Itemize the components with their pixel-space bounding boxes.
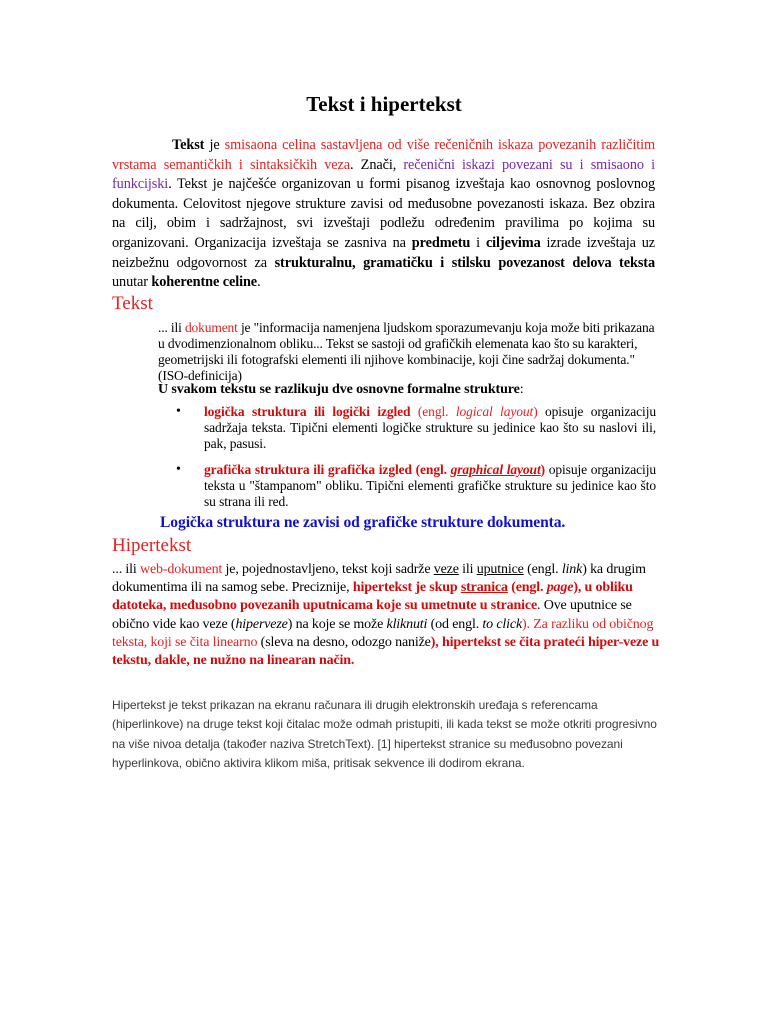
engl-suffix: ): [533, 404, 538, 419]
term-to-click: to click: [482, 616, 523, 632]
term-strukturalnu: strukturalnu, gramatičku i stilsku povezanost delova teksta: [274, 254, 655, 271]
hiper-text: ili: [458, 562, 477, 577]
hiper-red-text: ). Za razliku od običnog teksta, koji se čita linearno: [112, 616, 654, 650]
bullet-marker: •: [176, 404, 181, 419]
term-tekst: Tekst: [172, 137, 205, 153]
hiper-text: ... ili: [112, 562, 140, 577]
term-predmetu: predmetu: [411, 234, 471, 251]
intro-text: . Tekst je najčešće organizovan u formi pisanog izveštaja kao osnovnog poslovnog dokumenta. Celovitost njegove strukture zavisi od međusobne povezanosti iskaza. Bez obzira na cilj, obim i sadržajnost, svi izveštaji podležu određenim pravilima po kojima su organizovani. Organizacija izveštaja se zasniva na: [112, 176, 655, 251]
list-item-desc: opisuje organizaciju teksta u "štampanom" obliku. Tipični elementi grafičke strukture su jedinice kao što su strana ili red.: [204, 462, 656, 509]
definition-highlight-2: rečenični iskazi povezani su i smisaono i funkcijski: [112, 156, 655, 193]
term-link: link: [561, 562, 583, 577]
structures-colon: :: [519, 382, 524, 397]
structures-bold: U svakom tekstu se razlikuju dve osnovne formalne strukture: [158, 382, 520, 397]
term-graficka-struktura: grafička struktura ili grafička izgled (engl.: [204, 462, 451, 477]
term-ciljevima: ciljevima: [485, 234, 541, 251]
term-koherentne-celine: koherentne celine: [151, 274, 258, 291]
term-uputnice: uputnice: [476, 562, 524, 577]
hiper-bold-conclusion: ), hipertekst se čita prateći hiper-veze u tekstu, dakle, ne nužno na linearan način.: [112, 634, 660, 669]
hiper-text: . Ove uputnice se obično vide kao veze (: [112, 598, 632, 632]
logical-statement: Logička struktura ne zavisi od grafičke strukture dokumenta.: [160, 514, 566, 531]
term-hiperveze: hiperveze: [235, 616, 288, 632]
bullet-marker: •: [176, 462, 181, 477]
list-item-logical: [178, 404, 656, 452]
structures-line: [158, 382, 658, 398]
engl-prefix: (engl.: [507, 580, 547, 596]
list-item-graphical: [178, 462, 656, 510]
term-kliknuti: kliknuti: [386, 616, 428, 632]
engl-prefix: (engl.: [410, 404, 456, 419]
list-item-desc: opisuje organizaciju sadržaja teksta. Tipični elementi logičke strukture su jedinice kao što su naslovi ili, pak, pasusi.: [204, 404, 656, 451]
intro-paragraph: [112, 136, 655, 293]
tekst-text: ... ili: [158, 320, 185, 335]
hiper-text: (engl.: [523, 562, 562, 577]
list-item-text: [178, 462, 656, 510]
term-dokument: dokument: [184, 320, 238, 335]
section-heading-hipertekst: Hipertekst: [112, 535, 192, 556]
term-web-dokument: web-dokument: [139, 562, 223, 577]
term-stranice: stranice: [490, 598, 538, 614]
term-page: page: [546, 580, 574, 596]
intro-text: izrade izveštaja uz neizbežnu odgovornost za: [112, 234, 655, 271]
hiper-text: ) na koje se može: [287, 616, 387, 632]
intro-text: i: [470, 234, 486, 251]
list-item-text: [178, 404, 656, 452]
term-veze: veze: [433, 562, 459, 577]
intro-text: .: [257, 274, 261, 291]
term-stranica: stranica: [460, 580, 508, 596]
term-hipertekst-skup: hipertekst je skup: [352, 580, 461, 596]
hypertext-sans-paragraph: Hipertekst je tekst prikazan na ekranu računara ili drugih elektronskih uređaja s referencama (hiperlinkove) na druge tekst koji čitalac može odmah pristupiti, ili kada tekst se može otkriti progresivno na više nivoa detalja (također naziva StretchText). [1] hipertekst stranice su međusobno povezani hyperlinkova, obično aktivira klikom miša, pritisak sekvence ili dodirom ekrana.: [112, 698, 657, 771]
engl-suffix: ): [540, 462, 545, 477]
document-title: Tekst i hipertekst: [306, 92, 462, 116]
term-logical-layout: logical layout: [455, 404, 534, 419]
intro-text: . Znači,: [350, 156, 404, 173]
intro-text: unutar: [112, 274, 152, 291]
hipertekst-paragraph: [112, 561, 660, 670]
section-heading-tekst: Tekst: [112, 293, 153, 314]
definition-highlight: smisaona celina sastavljena od više rečeničnih iskaza povezanih različitim vrstama semantičkih i sintaksičkih veza: [112, 137, 655, 173]
hiper-bold-text: ), u obliku datoteka, međusobno povezanih uputnicama koje su umetnute u: [112, 580, 633, 614]
hiper-text: ) ka drugim dokumentima ili na samog sebe. Preciznije,: [112, 562, 646, 596]
hiper-text: je, pojednostavljeno, tekst koji sadrže: [222, 562, 434, 577]
tekst-text: je "informacija namenjena ljudskom sporazumevanju koja može biti prikazana u dvodimenzionalnom obliku... Tekst se sastoji od grafičkih elemenata kao što su karakteri, geometrijski ili fotografski elementi ili njihove kombinacije, koji čine sadržaj dokumenta." (ISO-definicija): [158, 320, 655, 383]
hiper-text: (sleva na desno, odozgo naniže: [257, 634, 431, 650]
tekst-definition: [158, 320, 658, 384]
intro-text: je: [204, 137, 225, 153]
term-logicka-struktura: logička struktura ili logički izgled: [204, 404, 411, 419]
hiper-text: (od engl.: [427, 616, 483, 632]
term-graphical-layout: graphical layout: [450, 462, 541, 477]
